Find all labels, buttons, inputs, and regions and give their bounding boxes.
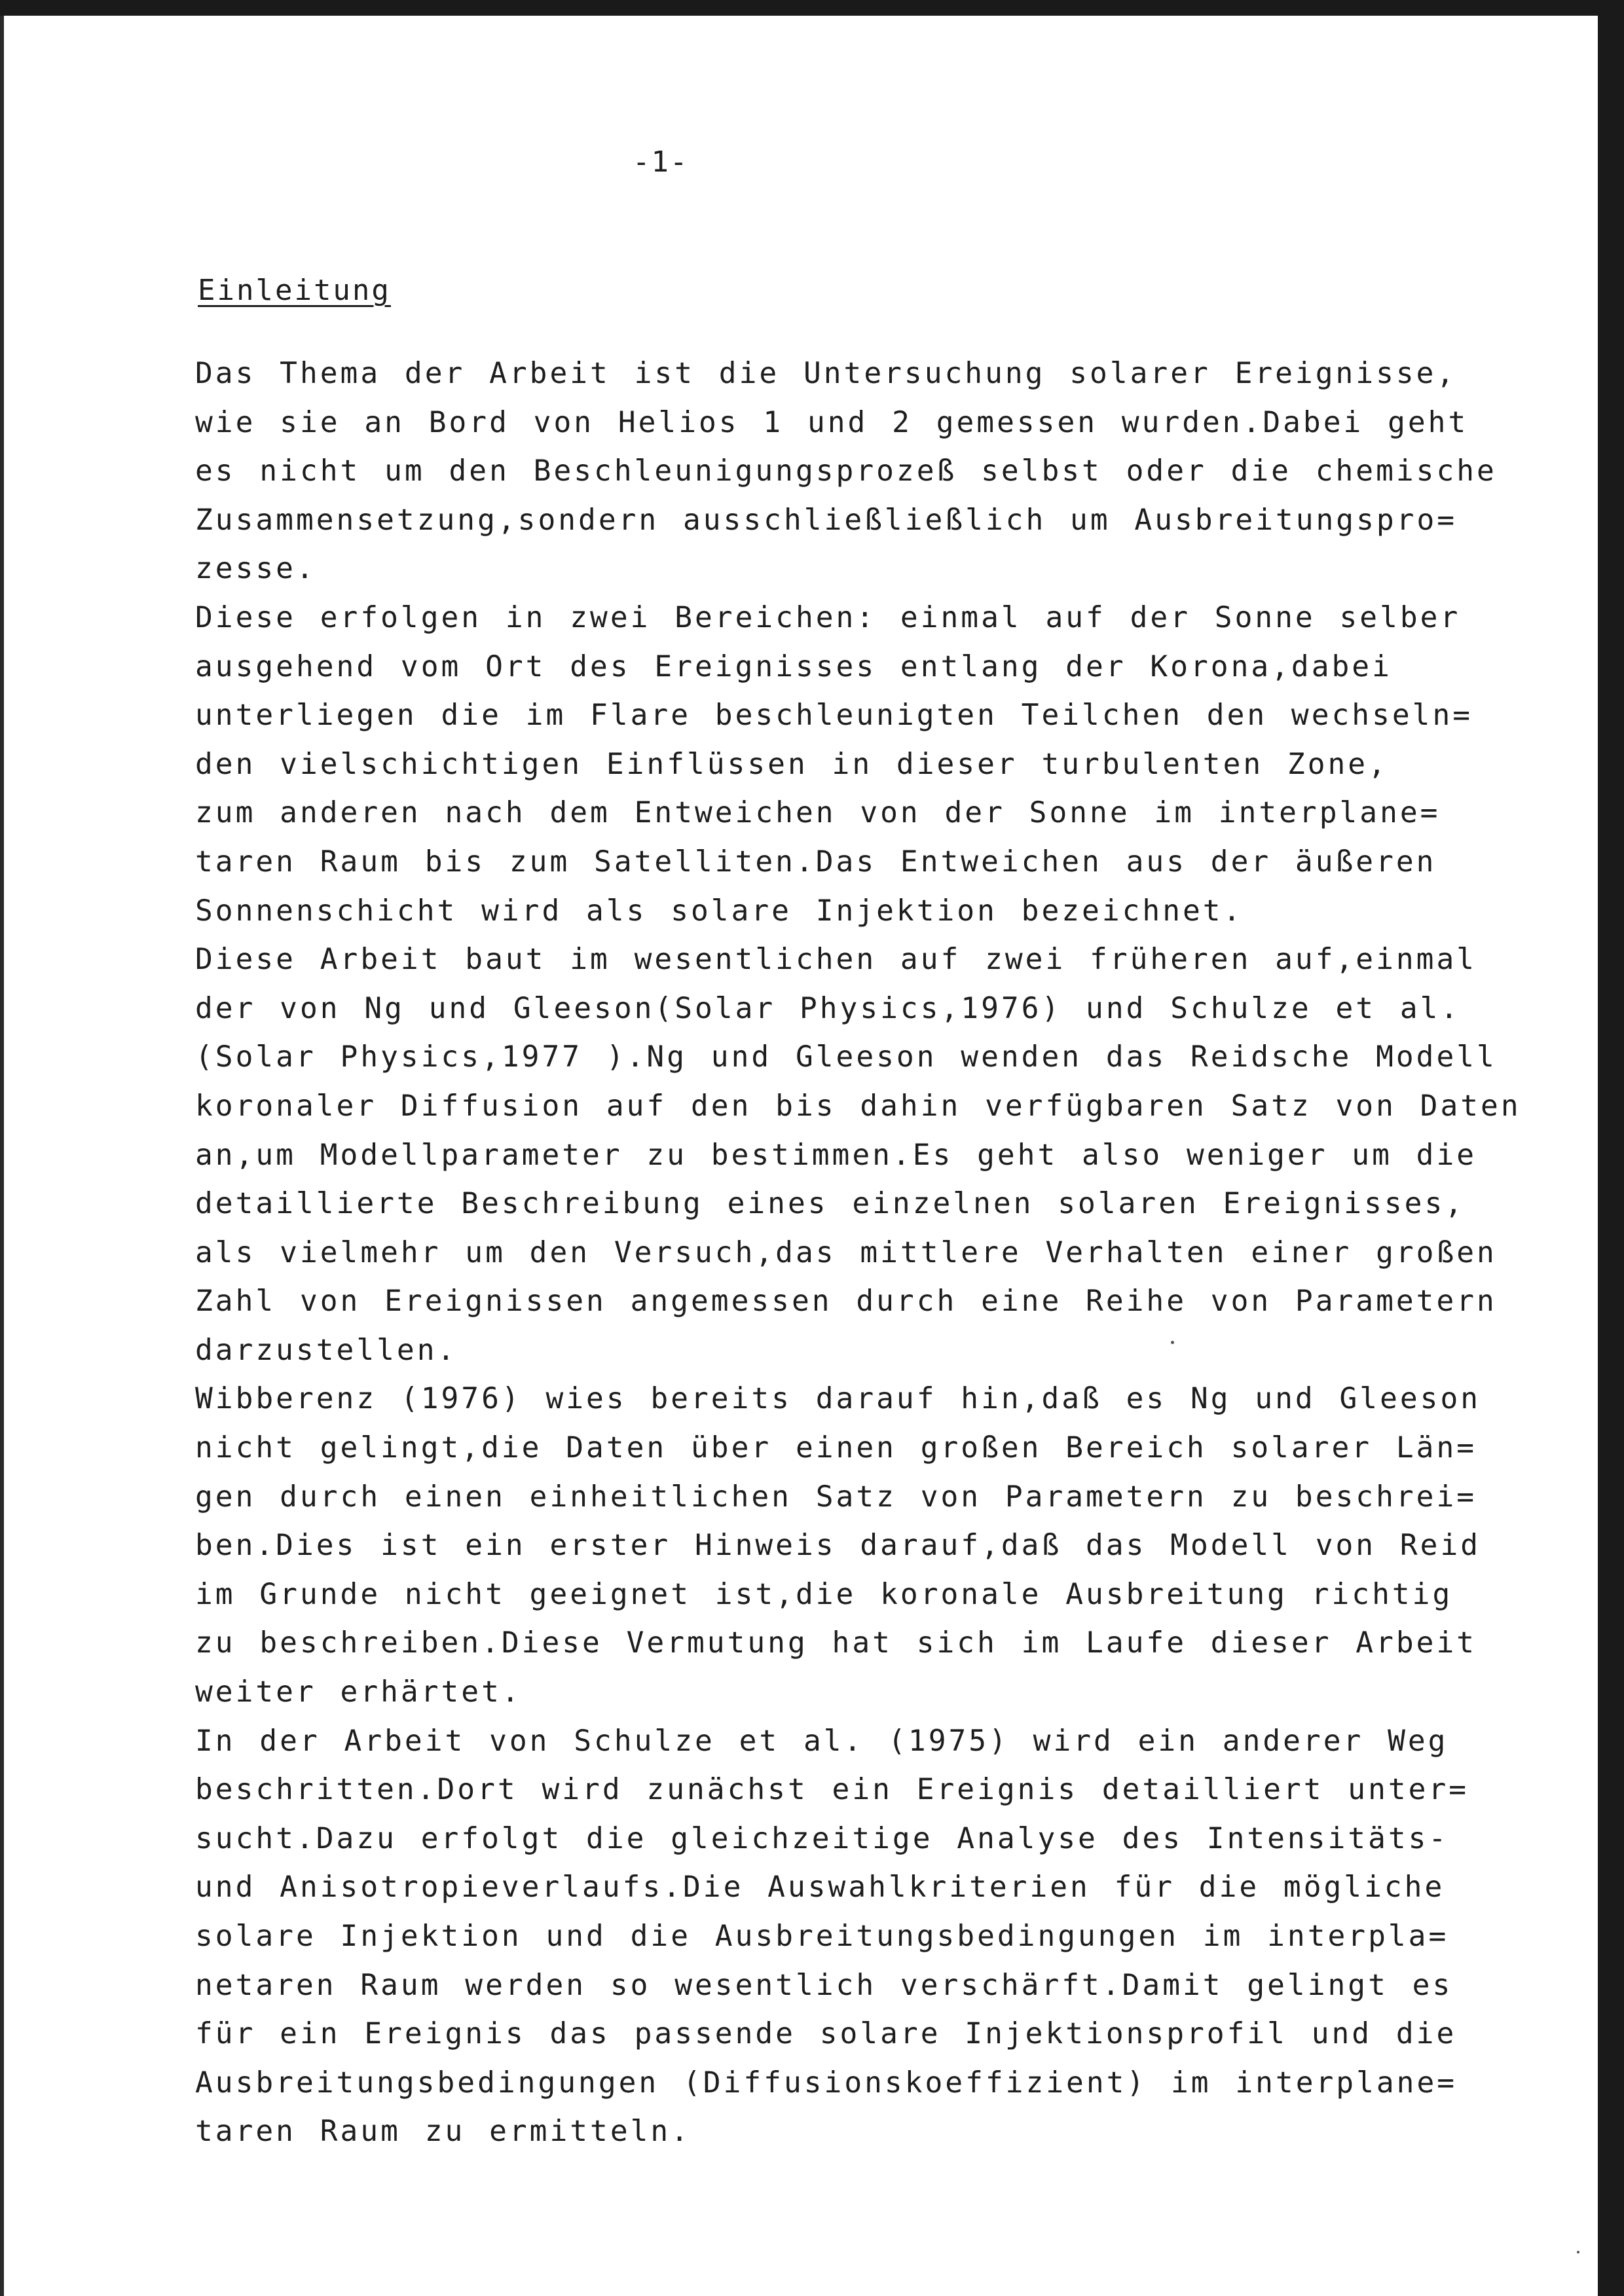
text-line: detaillierte Beschreibung eines einzelnen solaren Ereignisses, — [195, 1187, 1466, 1221]
text-line: taren Raum zu ermitteln. — [195, 2115, 691, 2149]
text-line: gen durch einen einheitlichen Satz von Parametern zu beschrei= — [195, 1480, 1477, 1514]
text-line: wie sie an Bord von Helios 1 und 2 gemessen wurden.Dabei geht — [195, 405, 1469, 439]
text-line: zum anderen nach dem Entweichen von der Sonne im interplane= — [195, 796, 1441, 830]
scan-speck — [1577, 2251, 1579, 2253]
text-line: Zusammensetzung,sondern ausschließließlich um Ausbreitungspro= — [195, 503, 1458, 537]
text-line: Das Thema der Arbeit ist die Untersuchung solarer Ereignisse, — [195, 357, 1457, 390]
text-line: darzustellen. — [195, 1333, 458, 1367]
text-line: und Anisotropieverlaufs.Die Auswahlkriterien für die mögliche — [195, 1870, 1445, 1904]
text-line: Ausbreitungsbedingungen (Diffusionskoeffizient) im interplane= — [195, 2066, 1458, 2100]
text-line: (Solar Physics,1977 ).Ng und Gleeson wenden das Reidsche Modell — [195, 1040, 1497, 1074]
text-line: es nicht um den Beschleunigungsprozeß selbst oder die chemische — [195, 454, 1497, 488]
text-line: netaren Raum werden so wesentlich verschärft.Damit gelingt es — [195, 1968, 1453, 2002]
text-line: ausgehend vom Ort des Ereignisses entlang der Korona,dabei — [195, 649, 1392, 683]
text-line: In der Arbeit von Schulze et al. (1975) wird ein anderer Weg — [195, 1724, 1449, 1758]
text-line: Zahl von Ereignissen angemessen durch eine Reihe von Parametern — [195, 1285, 1497, 1319]
text-line: Diese Arbeit baut im wesentlichen auf zwei früheren auf,einmal — [195, 943, 1477, 977]
text-line: koronaler Diffusion auf den bis dahin verfügbaren Satz von Daten — [195, 1089, 1521, 1123]
scan-frame-right — [1598, 0, 1624, 2296]
text-line: für ein Ereignis das passende solare Injektionsprofil und die — [195, 2017, 1457, 2051]
text-line: Wibberenz (1976) wies bereits darauf hin,daß es Ng und Gleeson — [195, 1382, 1481, 1416]
text-line: der von Ng und Gleeson(Solar Physics,1976) und Schulze et al. — [195, 991, 1461, 1025]
document-page — [4, 16, 1598, 2296]
text-line: Sonnenschicht wird als solare Injektion bezeichnet. — [195, 894, 1244, 928]
scan-frame-top — [0, 0, 1624, 16]
text-line: unterliegen die im Flare beschleunigten Teilchen den wechseln= — [195, 699, 1473, 733]
text-line: Diese erfolgen in zwei Bereichen: einmal auf der Sonne selber — [195, 600, 1461, 634]
text-line: ben.Dies ist ein erster Hinweis darauf,daß das Modell von Reid — [195, 1529, 1481, 1563]
text-line: zu beschreiben.Diese Vermutung hat sich im Laufe dieser Arbeit — [195, 1626, 1477, 1660]
text-line: beschritten.Dort wird zunächst ein Ereignis detailliert unter= — [195, 1773, 1469, 1807]
text-line: im Grunde nicht geeignet ist,die koronale Ausbreitung richtig — [195, 1577, 1453, 1611]
text-line: an,um Modellparameter zu bestimmen.Es geht also weniger um die — [195, 1138, 1477, 1172]
page-number: -1- — [633, 145, 689, 179]
text-line: zesse. — [195, 552, 316, 586]
scan-speck — [1171, 1341, 1174, 1344]
text-line: nicht gelingt,die Daten über einen großen Bereich solarer Län= — [195, 1431, 1477, 1465]
text-line: taren Raum bis zum Satelliten.Das Entweichen aus der äußeren — [195, 845, 1437, 879]
text-line: solare Injektion und die Ausbreitungsbedingungen im interpla= — [195, 1920, 1449, 1953]
text-line: weiter erhärtet. — [195, 1675, 522, 1709]
text-line: als vielmehr um den Versuch,das mittlere Verhalten einer großen — [195, 1235, 1497, 1269]
text-line: den vielschichtigen Einflüssen in dieser turbulenten Zone, — [195, 747, 1388, 781]
section-heading: Einleitung — [198, 274, 391, 307]
text-line: sucht.Dazu erfolgt die gleichzeitige Analyse des Intensitäts- — [195, 1821, 1449, 1855]
body-text — [195, 350, 1521, 2157]
